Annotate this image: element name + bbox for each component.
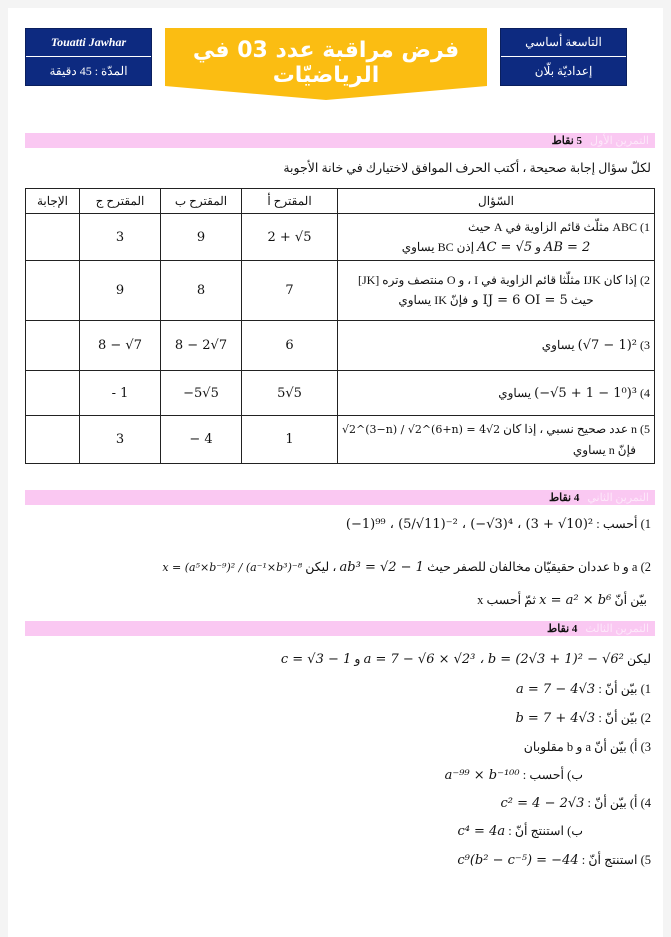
- math: b = 7 + 4√3: [515, 711, 596, 726]
- option-a: 2 + √5: [242, 214, 338, 261]
- math: AB = 2: [543, 239, 591, 255]
- col-option-b: المقترح ب: [161, 189, 242, 214]
- exercise-2-q1: [346, 516, 651, 532]
- class-box: [500, 28, 627, 86]
- math: OI = 5: [524, 293, 568, 308]
- math: (−1)⁹⁹ ، (5/√11)⁻² ، (−√3)⁴ ، (3 + √10)²: [345, 517, 594, 532]
- question-text: 4): [637, 385, 650, 400]
- table-row: [26, 416, 655, 464]
- table-row: [26, 371, 655, 416]
- question-text: إذن BC يساوي: [401, 239, 478, 254]
- question-text: 3) أ) بيّن أنّ a و b مقلوبان: [523, 740, 651, 754]
- table-row: [26, 321, 655, 371]
- question-text: و: [532, 239, 544, 254]
- mcq-table: [25, 188, 655, 464]
- exercise-points: 4 نقاط: [547, 623, 578, 635]
- exercise-points: 4 نقاط: [548, 492, 580, 504]
- math: a⁻⁹⁹ × b⁻¹⁰⁰: [444, 768, 520, 783]
- school-name: إعداديّة بلّان: [534, 63, 593, 78]
- duration: المدّة : 45 دقيقة: [49, 63, 128, 78]
- option-c: 3: [80, 214, 161, 261]
- question-cell: [338, 321, 655, 371]
- col-question: السّؤال: [338, 189, 655, 214]
- exercise-1-instruction: لكلّ سؤال إجابة صحيحة ، أكتب الحرف الموافق لاختيارك في خانة الأجوبة: [283, 161, 651, 175]
- exercise-3-item: [524, 739, 651, 755]
- exercise-3-item: [515, 710, 651, 726]
- question-text: 2) إذا كان IJK مثلّثا قائم الزاوية في I ، و O منتصف وتره [JK]: [357, 273, 650, 287]
- question-text: 5) استنتج أنّ :: [578, 853, 651, 867]
- option-c: 9: [80, 261, 161, 321]
- exercise-1-header: [25, 133, 655, 148]
- exercise-3-item: [457, 823, 583, 839]
- option-a: 5√5: [242, 371, 338, 416]
- answer-cell[interactable]: [26, 371, 80, 416]
- question-text: 4) أ) بيّن أنّ :: [584, 796, 651, 810]
- question-text: فإنّ IK يساوي: [398, 293, 469, 307]
- question-text: ليكن: [623, 652, 651, 666]
- math: x = (a⁵×b⁻⁹)² / (a⁻¹×b³)⁻⁸: [162, 561, 303, 574]
- question-cell: [338, 214, 655, 261]
- table-row: [26, 261, 655, 321]
- option-c: - 1: [80, 371, 161, 416]
- exercise-3-item: [445, 767, 583, 783]
- math: (−√5 + 1 − 1⁰)³: [534, 385, 637, 401]
- option-b: −5√5: [161, 371, 242, 416]
- math: a = 7 − √6 × √2³ ، b = (2√3 + 1)² − √6²: [363, 652, 624, 667]
- option-c: 8 − √7: [80, 321, 161, 371]
- question-text: 2) a و b عددان حقيقيّان مخالفان للصفر حيث: [423, 560, 651, 574]
- teacher-name: Touatti Jawhar: [26, 29, 151, 57]
- math: ab³ = √2 − 1: [339, 560, 424, 575]
- exercise-3-item: [501, 795, 651, 811]
- answer-cell[interactable]: [26, 321, 80, 371]
- exercise-2-header: [25, 490, 655, 505]
- math: x = a² × b⁶: [539, 593, 612, 608]
- question-text: ، ليكن: [302, 560, 340, 574]
- question-text: فإنّ n يساوي: [572, 443, 636, 457]
- option-b: 8 − 2√7: [161, 321, 242, 371]
- teacher-box: [25, 28, 152, 86]
- title-banner: [165, 28, 487, 86]
- question-text: حيث: [567, 293, 594, 307]
- math: c⁹(b² − c⁻⁵) = −44: [457, 853, 579, 868]
- col-answer: الإجابة: [26, 189, 80, 214]
- math: و IJ = 6: [468, 293, 525, 308]
- col-option-c: المقترح ج: [80, 189, 161, 214]
- exercise-label: التمرين الثالث: [585, 623, 649, 635]
- exercise-2-q2-line2: [477, 592, 647, 608]
- option-b: − 4: [161, 416, 242, 464]
- option-a: 7: [242, 261, 338, 321]
- question-text: 1) ABC مثلّث قائم الزاوية في A حيث: [468, 219, 650, 234]
- exercise-3-item: [457, 852, 651, 868]
- question-text: 1) أحسب :: [593, 517, 651, 531]
- question-cell: [338, 261, 655, 321]
- question-text: و: [351, 652, 364, 666]
- math: a = 7 − 4√3: [516, 682, 596, 697]
- question-text: ب) استنتج أنّ :: [505, 824, 583, 838]
- question-text: يساوي: [498, 385, 535, 400]
- table-header-row: [26, 189, 655, 214]
- exercise-3-header: [25, 621, 655, 636]
- exercise-label: التمرين الأول: [590, 135, 649, 147]
- math: c⁴ = 4a: [457, 824, 506, 839]
- col-option-a: المقترح أ: [242, 189, 338, 214]
- answer-cell[interactable]: [26, 261, 80, 321]
- math: AC = √5: [477, 239, 533, 255]
- option-b: 9: [161, 214, 242, 261]
- table-row: [26, 214, 655, 261]
- math: c = √3 − 1: [280, 652, 352, 667]
- answer-cell[interactable]: [26, 416, 80, 464]
- question-text: 3): [637, 338, 650, 352]
- question-text: ب) أحسب :: [519, 768, 583, 782]
- option-a: 6: [242, 321, 338, 371]
- exercise-3-item: [516, 681, 651, 697]
- math: √2^(3−n) / √2^(6+n) = 4√2: [342, 423, 501, 436]
- question-cell: [338, 416, 655, 464]
- question-text: بيّن أنّ: [611, 593, 647, 607]
- class-level: التاسعة أساسي: [501, 29, 626, 57]
- question-text: يساوي: [541, 338, 578, 352]
- option-b: 8: [161, 261, 242, 321]
- question-cell: [338, 371, 655, 416]
- exam-title: فرض مراقبة عدد 03 في الرياضيّات: [192, 38, 460, 88]
- exercise-points: 5 نقاط: [551, 135, 583, 147]
- exercise-2-q2: [162, 559, 651, 575]
- answer-cell[interactable]: [26, 214, 80, 261]
- question-text: ثمّ أحسب x: [477, 593, 540, 607]
- math: c² = 4 − 2√3: [500, 796, 585, 811]
- question-text: 1) بيّن أنّ :: [595, 682, 651, 696]
- math: (√7 − 1)²: [577, 338, 637, 353]
- question-text: 2) بيّن أنّ :: [595, 711, 651, 725]
- exercise-label: التمرين الثاني: [587, 492, 649, 504]
- question-text: 5) n عدد صحيح نسبي ، إذا كان: [500, 422, 650, 436]
- exercise-3-intro: [281, 651, 651, 667]
- option-c: 3: [80, 416, 161, 464]
- option-a: 1: [242, 416, 338, 464]
